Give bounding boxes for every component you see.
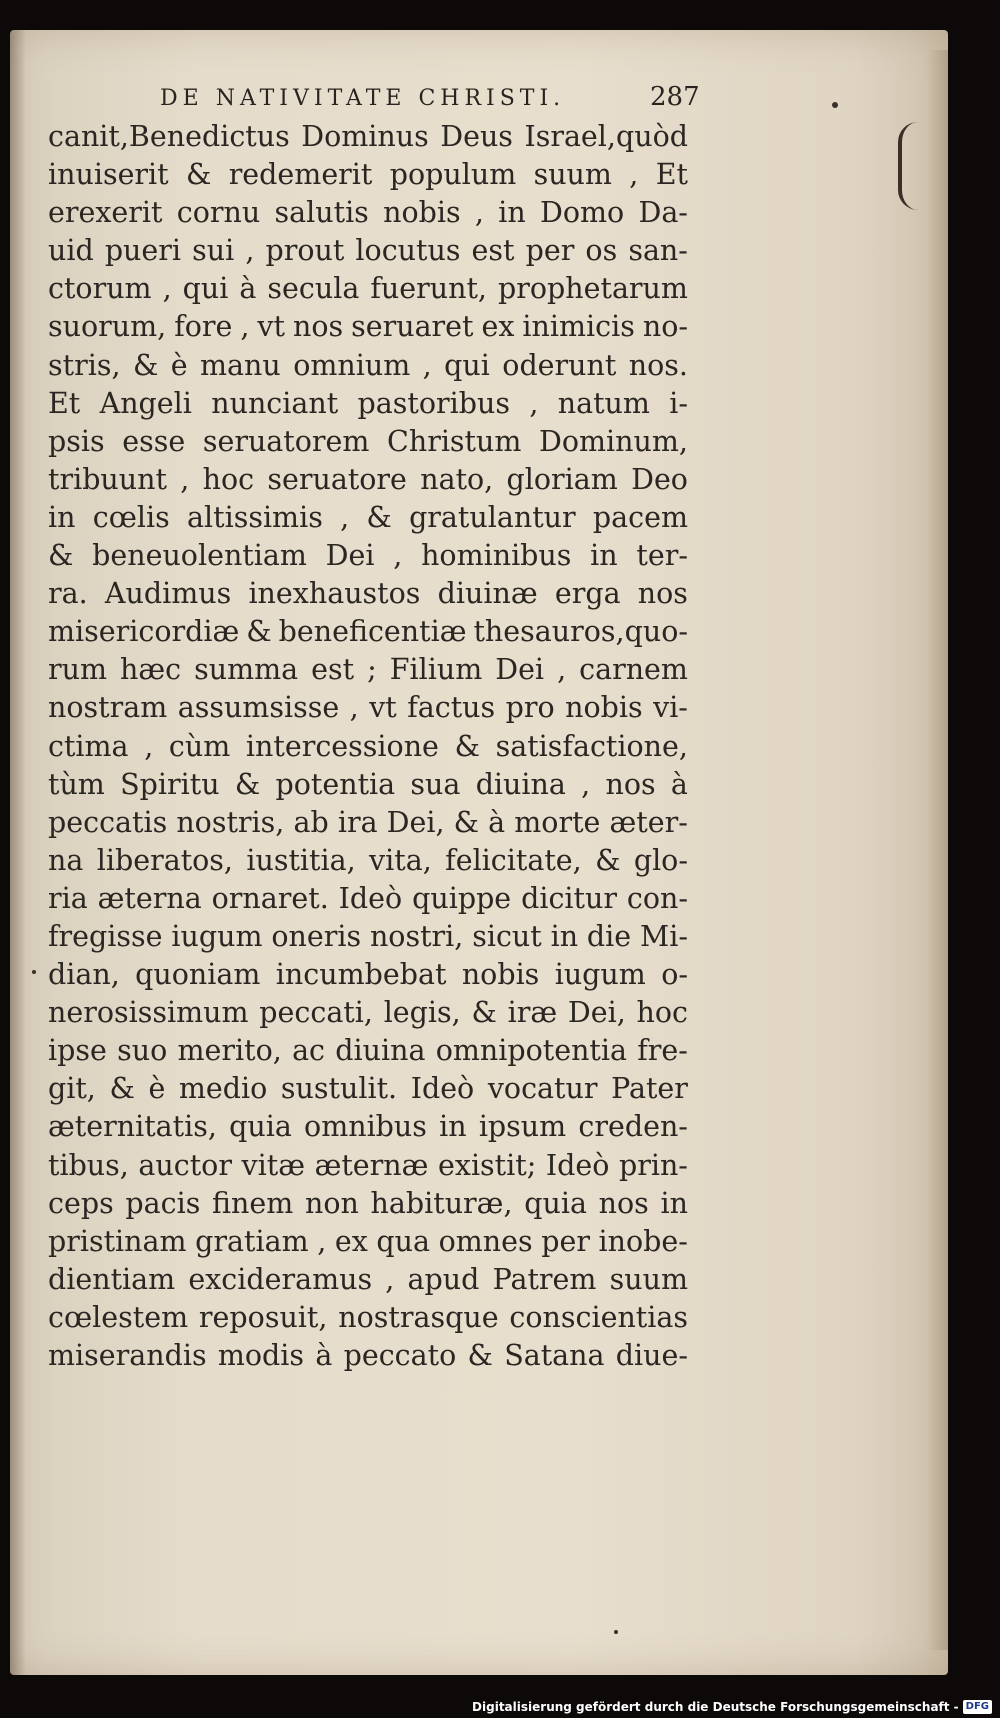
text-line: na liberatos, iustitia, vita, felicitate, & glo- <box>48 843 688 877</box>
text-line: & beneuolentiam Dei , hominibus in ter- <box>48 539 688 573</box>
text-line: dian, quoniam incumbebat nobis iugum o- <box>48 958 688 992</box>
text-line: suorum, fore , vt nos seruaret ex inimicis no- <box>48 310 688 344</box>
text-line: psis esse seruatorem Christum Dominum, <box>48 424 688 458</box>
text-line: ceps pacis finem non habituræ, quia nos in <box>48 1186 688 1220</box>
page-edge-shadow <box>926 50 948 1650</box>
text-line: uid pueri sui , prout locutus est per os san- <box>48 234 688 268</box>
text-line: tribuunt , hoc seruatore nato, gloriam Deo <box>48 462 688 496</box>
text-line: ipse suo merito, ac diuina omnipotentia fre- <box>48 1034 688 1068</box>
text-line: tùm Spiritu & potentia sua diuina , nos à <box>48 767 688 801</box>
text-line: erexerit cornu salutis nobis , in Domo Da- <box>48 196 688 230</box>
digitization-footer <box>472 1698 992 1716</box>
text-line: miserandis modis à peccato & Satana diue- <box>48 1339 688 1372</box>
text-line: peccatis nostris, ab ira Dei, & à morte æter- <box>48 805 688 839</box>
page-gutter-shadow <box>10 30 26 1675</box>
ink-dot <box>832 102 838 108</box>
text-line: nerosissimum peccati, legis, & iræ Dei, hoc <box>48 996 688 1030</box>
text-line: inuiserit & redemerit populum suum , Et <box>48 158 688 192</box>
text-line: in cœlis altissimis , & gratulantur pacem <box>48 500 688 534</box>
text-line: git, & è medio sustulit. Ideò vocatur Pater <box>48 1072 688 1106</box>
running-head <box>10 80 948 120</box>
text-line: ria æterna ornaret. Ideò quippe dicitur con- <box>48 881 688 915</box>
book-page <box>10 30 948 1675</box>
body-text <box>48 118 688 1375</box>
text-line: ctorum , qui à secula fuerunt, prophetarum <box>48 272 688 306</box>
text-line: dientiam excideramus , apud Patrem suum <box>48 1262 688 1296</box>
text-line: nostram assumsisse , vt factus pro nobis vi- <box>48 691 688 725</box>
text-line: æternitatis, quia omnibus in ipsum creden- <box>48 1110 688 1144</box>
ink-dot <box>614 1630 618 1634</box>
text-line: rum hæc summa est ; Filium Dei , carnem <box>48 653 688 687</box>
text-line: tibus, auctor vitæ æternæ existit; Ideò prin- <box>48 1148 688 1182</box>
text-line: stris, & è manu omnium , qui oderunt nos. <box>48 348 688 382</box>
dfg-logo: DFG <box>963 1700 992 1714</box>
page-number: 287 <box>650 82 700 112</box>
text-line: cœlestem reposuit, nostrasque conscientias <box>48 1300 688 1334</box>
text-line: Et Angeli nunciant pastoribus , natum i- <box>48 386 688 420</box>
text-line: pristinam gratiam , ex qua omnes per inobe- <box>48 1224 688 1258</box>
ink-dot <box>32 970 36 974</box>
digitization-credit: Digitalisierung gefördert durch die Deutsche Forschungsgemeinschaft - <box>472 1700 959 1714</box>
text-line: fregisse iugum oneris nostri, sicut in die Mi- <box>48 919 688 953</box>
text-line: canit,Benedictus Dominus Deus Israel,quòd <box>48 120 688 153</box>
running-head-title: DE NATIVITATE CHRISTI. <box>160 86 566 111</box>
text-line: ctima , cùm intercessione & satisfactione, <box>48 729 688 763</box>
text-line: ra. Audimus inexhaustos diuinæ erga nos <box>48 577 688 611</box>
margin-bracket-mark <box>898 122 920 210</box>
text-line: misericordiæ & beneficentiæ thesauros,quo- <box>48 615 688 649</box>
